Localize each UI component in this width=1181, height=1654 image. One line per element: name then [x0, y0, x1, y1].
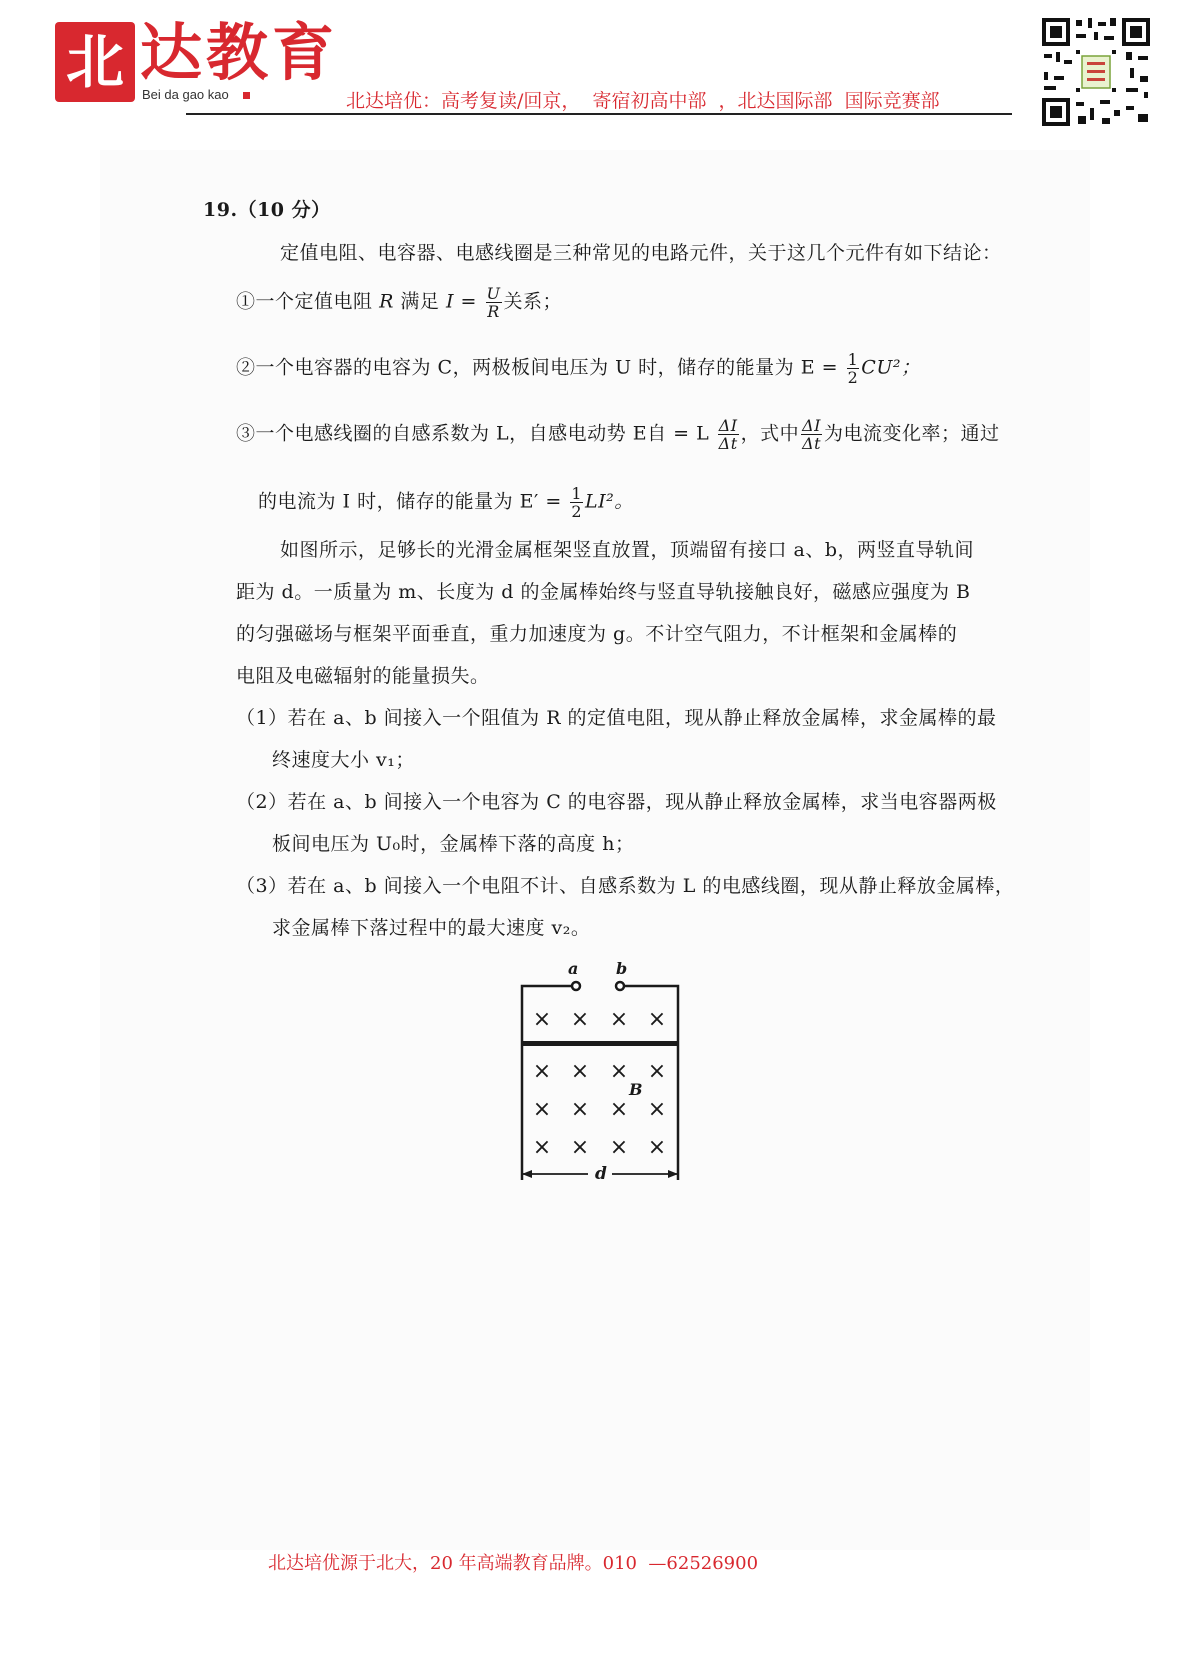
- field-cross-2-1: ×: [570, 1097, 590, 1122]
- label-b: b: [616, 959, 628, 978]
- conclusion-2: [236, 351, 920, 386]
- terminal-a: [572, 982, 580, 990]
- field-cross-3-3: ×: [647, 1135, 667, 1160]
- c1-after: 关系；: [503, 290, 563, 313]
- fraction-denominator: Δt: [718, 434, 738, 453]
- header-slogan: 北达培优：高考复读/回京， 寄宿初高中部 ，北达国际部 国际竞赛部: [346, 90, 940, 112]
- header-divider: [186, 113, 1012, 115]
- body-line-3: 的匀强磁场与框架平面垂直，重力加速度为 g。不计空气阻力，不计框架和金属棒的: [236, 623, 958, 645]
- fraction-numerator: 1: [847, 350, 859, 369]
- fraction-one-half: [570, 485, 583, 520]
- body-line-2: 距为 d。一质量为 m、长度为 d 的金属棒始终与竖直导轨接触良好，磁感应强度为 B: [236, 581, 971, 603]
- part-2-line-2: 板间电压为 U₀时，金属棒下落的高度 h；: [272, 833, 635, 855]
- field-cross-3-1: ×: [570, 1135, 590, 1160]
- fraction-denominator: R: [487, 302, 500, 321]
- conclusion-1: [236, 285, 562, 320]
- fraction-numerator: 1: [571, 484, 583, 503]
- label-field-b: B: [629, 1080, 643, 1099]
- c1-before: ①一个定值电阻: [236, 290, 373, 313]
- field-cross-0-2: ×: [609, 1007, 629, 1032]
- field-cross-0-0: ×: [532, 1007, 552, 1032]
- label-a: a: [568, 959, 579, 978]
- brand-name: 达教育: [140, 16, 339, 89]
- part-3-line-2: 求金属棒下落过程中的最大速度 v₂。: [272, 917, 591, 939]
- field-cross-1-2: ×: [609, 1059, 629, 1084]
- qr-code-icon: [1040, 16, 1152, 128]
- conclusion-3: [236, 417, 1000, 452]
- question-header: [203, 197, 331, 223]
- body-line-1: 如图所示，足够长的光滑金属框架竖直放置，顶端留有接口 a、b，两竖直导轨间: [280, 539, 975, 561]
- fraction-delta-i-over-delta-t: [718, 417, 739, 452]
- part-1-line-1: （1）若在 a、b 间接入一个阻值为 R 的定值电阻，现从静止释放金属棒，求金属棒的最: [236, 707, 997, 729]
- question-score: （10 分）: [237, 199, 331, 221]
- field-cross-2-0: ×: [532, 1097, 552, 1122]
- logo-char: 北: [65, 28, 124, 96]
- brand-pinyin: Bei da gao kao: [142, 87, 229, 102]
- fraction-denominator: 2: [571, 502, 583, 521]
- field-cross-1-1: ×: [570, 1059, 590, 1084]
- terminal-b: [616, 982, 624, 990]
- logo: [55, 22, 135, 102]
- c1-i: I: [445, 290, 454, 313]
- field-cross-0-1: ×: [570, 1007, 590, 1032]
- c1-r: R: [379, 290, 394, 313]
- field-cross-2-3: ×: [647, 1097, 667, 1122]
- fraction-denominator: 2: [847, 368, 859, 387]
- conclusion-3-line-2: [258, 485, 634, 520]
- fraction-u-over-r: [486, 285, 502, 320]
- metal-rod: [522, 1041, 678, 1046]
- part-3-line-1: （3）若在 a、b 间接入一个电阻不计、自感系数为 L 的电感线圈，现从静止释放金属棒，: [236, 875, 1015, 897]
- c3-line2-tail: LI²。: [585, 490, 634, 513]
- footer-slogan: 北达培优源于北大，20 年高端教育品牌。010 —62526900: [268, 1553, 759, 1574]
- brand-dot: [243, 92, 250, 99]
- field-cross-2-2: ×: [609, 1097, 629, 1122]
- c3-mid: ，式中: [740, 422, 800, 445]
- fraction-numerator: ΔI: [802, 416, 821, 435]
- field-cross-1-3: ×: [647, 1059, 667, 1084]
- field-cross-3-2: ×: [609, 1135, 629, 1160]
- part-1-line-2: 终速度大小 v₁；: [272, 749, 415, 771]
- field-cross-3-0: ×: [532, 1135, 552, 1160]
- label-d: d: [595, 1164, 607, 1180]
- c2-tail: CU²；: [861, 356, 921, 379]
- magnetic-field-crosses: [533, 1007, 666, 1160]
- fraction-denominator: Δt: [802, 434, 822, 453]
- part-2-line-1: （2）若在 a、b 间接入一个电容为 C 的电容器，现从静止释放金属棒，求当电容器两极: [236, 791, 997, 813]
- question-number: 19.: [203, 199, 238, 221]
- circuit-figure: [510, 958, 690, 1180]
- c1-eq: =: [460, 290, 477, 313]
- c2-text: ②一个电容器的电容为 C，两极板间电压为 U 时，储存的能量为 E =: [236, 356, 839, 379]
- fraction-numerator: U: [486, 284, 501, 303]
- body-line-4: 电阻及电磁辐射的能量损失。: [236, 665, 490, 687]
- fraction-delta-i-over-delta-t: [801, 417, 822, 452]
- fraction-numerator: ΔI: [718, 416, 738, 435]
- field-cross-1-0: ×: [532, 1059, 552, 1084]
- c3-line2: 的电流为 I 时，储存的能量为 E′ =: [258, 490, 562, 513]
- fraction-one-half: [847, 351, 860, 386]
- c1-mid: 满足: [400, 290, 440, 313]
- intro-text: 定值电阻、电容器、电感线圈是三种常见的电路元件，关于这几个元件有如下结论：: [280, 242, 1002, 264]
- c3-tail: 为电流变化率；通过: [824, 422, 1000, 445]
- field-cross-0-3: ×: [647, 1007, 667, 1032]
- c3-text: ③一个电感线圈的自感系数为 L，自感电动势 E自 = L: [236, 422, 710, 445]
